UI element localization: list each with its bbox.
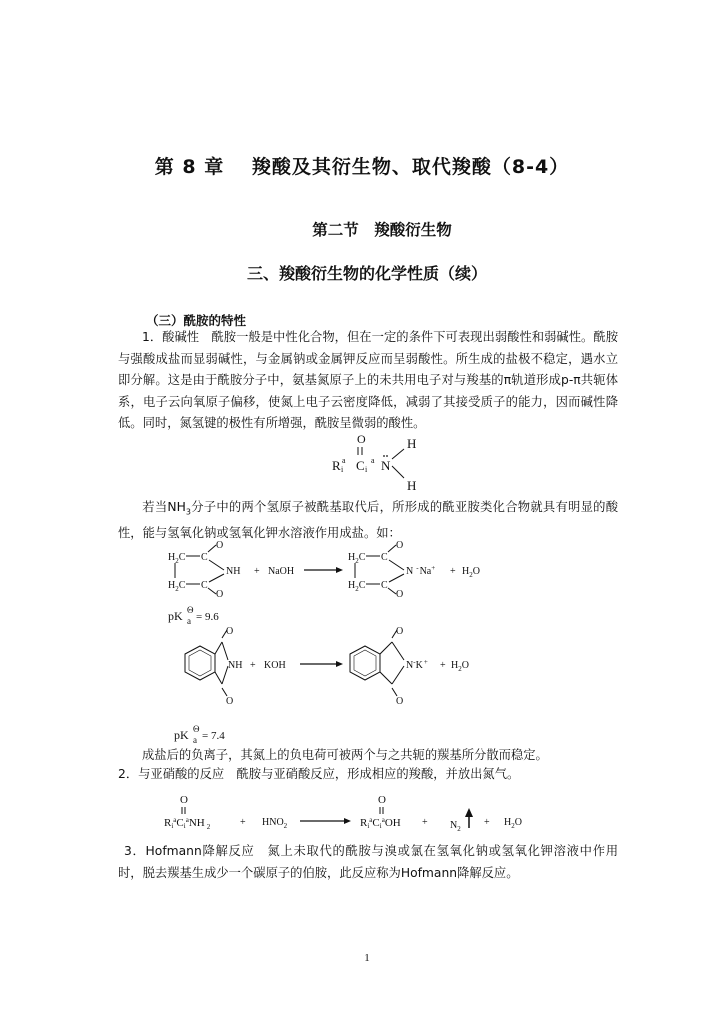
co-bond-top xyxy=(208,545,216,552)
ring-to-carbonyl-top xyxy=(215,642,222,654)
phth-cn-top xyxy=(222,642,228,660)
paragraph-nitrous-acid: 2．与亚硝酸的反应 酰胺与亚硝酸反应，形成相应的羧酸，并放出氮气。 xyxy=(118,767,520,781)
pka2-subscript: a xyxy=(193,735,197,745)
amide-sub-i2: i xyxy=(365,465,368,474)
nitrous-acid-reaction xyxy=(160,790,540,836)
amide-carbon: C xyxy=(356,458,365,473)
pka2-theta: Θ xyxy=(193,724,200,734)
r3-nitrogen-gas: $N_2$ xyxy=(450,820,461,833)
product-phth-oxygen-top: O xyxy=(396,626,404,637)
nh-bond-top xyxy=(392,449,404,459)
product-oxygen-top: O xyxy=(396,540,404,551)
pka2-value: = 7.4 xyxy=(202,730,225,742)
amide-r-group: R xyxy=(332,458,341,473)
product-oxygen-bottom: O xyxy=(396,589,404,598)
pka-phthalimide xyxy=(174,723,254,747)
benzene-inner-right xyxy=(354,650,376,676)
r3-hno2: $HNO_2$ xyxy=(262,817,288,830)
koh-reagent: KOH xyxy=(264,660,286,671)
r3-oxygen-right: O xyxy=(378,794,386,806)
product-cn-bond-bottom xyxy=(389,574,404,582)
amide-properties-heading: （三）酰胺的特性 xyxy=(146,313,247,328)
amide-sup-a: a xyxy=(342,456,346,465)
oxygen-top: O xyxy=(216,540,224,551)
lone-pair-dot-1 xyxy=(383,455,385,457)
amide-nitrogen: N xyxy=(381,458,391,473)
co-bond-bottom xyxy=(208,588,216,594)
r3-plus-2: + xyxy=(422,817,428,828)
imide-text-a: 若当NH xyxy=(142,500,186,514)
paragraph-acidity xyxy=(118,327,618,435)
lone-pair-dot-2 xyxy=(386,455,388,457)
amide-structure xyxy=(320,428,440,498)
water-product-2: $H_2O$ xyxy=(451,660,469,673)
amide-hydrogen-bottom: H xyxy=(407,478,417,493)
naoh-reagent: NaOH xyxy=(268,566,295,577)
pka-theta: Θ xyxy=(187,605,194,615)
phth-co-bottom xyxy=(222,688,227,696)
reaction-arrowhead-3 xyxy=(344,818,351,824)
product-carbonyl-c-top: C xyxy=(381,552,388,563)
phthalimide-reaction xyxy=(160,624,500,714)
product-co-bond-bottom xyxy=(388,588,396,594)
phthalimide-salt: N-K+ xyxy=(406,658,428,671)
carbonyl-c-top: C xyxy=(201,552,208,563)
reaction-arrowhead-1 xyxy=(336,567,343,573)
paragraph-hofmann xyxy=(118,841,618,884)
product-phth-cn-top xyxy=(392,642,404,660)
amide-sup-a2: a xyxy=(371,456,375,465)
reaction-arrowhead-2 xyxy=(336,661,343,667)
carbonyl-c-bottom: C xyxy=(201,580,208,591)
cn-bond-bottom xyxy=(209,574,224,582)
phthalimide-nh: NH xyxy=(228,660,243,671)
phth-oxygen-top: O xyxy=(226,626,234,637)
paragraph-acidity-text: 酰胺一般是中性化合物，但在一定的条件下可表现出弱酸性和弱碱性。酰胺与强酸成盐而显弱碱性，与金属钠或金属钾反应而呈弱酸性。所生成的盐极不稳定，遇水立即分解。这是由于酰胺分子中，氨基氮原子上的未共用电子对与羧基的π轨道形成p-π共轭体系，电子云向氧原子偏移，使氮上电子云密度降低，减弱了其接受质子的能力，因而碱性降低。同时，氮氢键的极性有所增强，酰胺呈微弱的酸性。 xyxy=(118,330,618,430)
ch2-bottom-label: $H_2C$ xyxy=(168,580,186,593)
product-phth-oxygen-bottom: O xyxy=(396,696,404,707)
amide-oxygen: O xyxy=(357,432,366,446)
pka-value: = 9.6 xyxy=(196,611,219,623)
product-ring-to-carbonyl-top xyxy=(380,642,392,654)
amide-sub-i: i xyxy=(341,465,344,474)
r3-amide: Ri$^a$Ci$^a$NH $_2$ xyxy=(164,816,211,831)
pka2-label: pK xyxy=(174,728,189,742)
section-heading: 第二节 羧酸衍生物 xyxy=(312,221,452,239)
gas-arrow-head xyxy=(465,808,473,817)
oxygen-bottom: O xyxy=(216,589,224,598)
benzene-ring-left xyxy=(185,646,215,680)
r3-plus-3: + xyxy=(484,817,490,828)
hofmann-text: 3．Hofmann降解反应 氮上未取代的酰胺与溴或氯在氢氧化钠或氢氧化钾溶液中作用时，脱去羰基生成少一个碳原子的伯胺，此反应称为Hofmann降解反应。 xyxy=(118,844,618,880)
benzene-inner-left xyxy=(189,650,211,676)
nh-bond-bottom xyxy=(392,466,404,478)
r3-plus: + xyxy=(240,817,246,828)
product-nitrogen: N -Na+ xyxy=(406,564,436,577)
plus-sign-3: + xyxy=(250,660,256,671)
plus-sign-4: + xyxy=(440,660,446,671)
phth-oxygen-bottom: O xyxy=(226,696,234,707)
r3-acid: Ri$^a$Ci$^a$OH xyxy=(360,816,401,830)
cn-bond-top xyxy=(209,560,224,570)
succinimide-reaction xyxy=(160,540,520,598)
paragraph-imide xyxy=(118,497,618,544)
amide-hydrogen-top: H xyxy=(407,436,417,451)
imide-subscript: 3 xyxy=(185,507,191,517)
plus-sign-2: + xyxy=(450,566,456,577)
ch2-top-label-product: $H_2C$ xyxy=(348,552,366,565)
benzene-ring-right xyxy=(350,646,380,680)
product-ring-to-carbonyl-bottom xyxy=(380,672,392,684)
plus-sign: + xyxy=(254,566,260,577)
product-co-bond-top xyxy=(388,545,396,552)
product-phth-co-bottom xyxy=(392,688,397,696)
paragraph-acidity-lead: 1．酸碱性 xyxy=(142,330,200,344)
water-product: $H_2O$ xyxy=(462,566,480,579)
product-carbonyl-c-bottom: C xyxy=(381,580,388,591)
pka-label: pK xyxy=(168,609,183,623)
chapter-title: 第 8 章 羧酸及其衍生物、取代羧酸（8-4） xyxy=(154,156,570,178)
product-cn-bond-top xyxy=(389,560,404,570)
r3-water: $H_2O$ xyxy=(504,817,522,830)
ch2-top-label: $H_2C$ xyxy=(168,552,186,565)
pka-subscript: a xyxy=(187,616,191,626)
ring-to-carbonyl-bottom xyxy=(215,672,222,684)
anion-stability-text: 成盐后的负离子，其氮上的负电荷可被两个与之共轭的羰基所分散而稳定。 xyxy=(142,748,548,762)
ch2-bottom-label-product: $H_2C$ xyxy=(348,580,366,593)
page-number: 1 xyxy=(364,952,370,964)
subsection-heading: 三、羧酸衍生物的化学性质（续） xyxy=(246,264,487,283)
imide-nh: NH xyxy=(226,566,241,577)
product-phth-cn-bottom xyxy=(392,666,404,684)
imide-text-b: 分子中的两个氢原子被酰基取代后，所形成的酰亚胺类化合物就具有明显的酸性，能与氢氧化钠或氢氧化钾水溶液作用成盐。如： xyxy=(118,500,618,540)
r3-oxygen-left: O xyxy=(180,794,188,806)
